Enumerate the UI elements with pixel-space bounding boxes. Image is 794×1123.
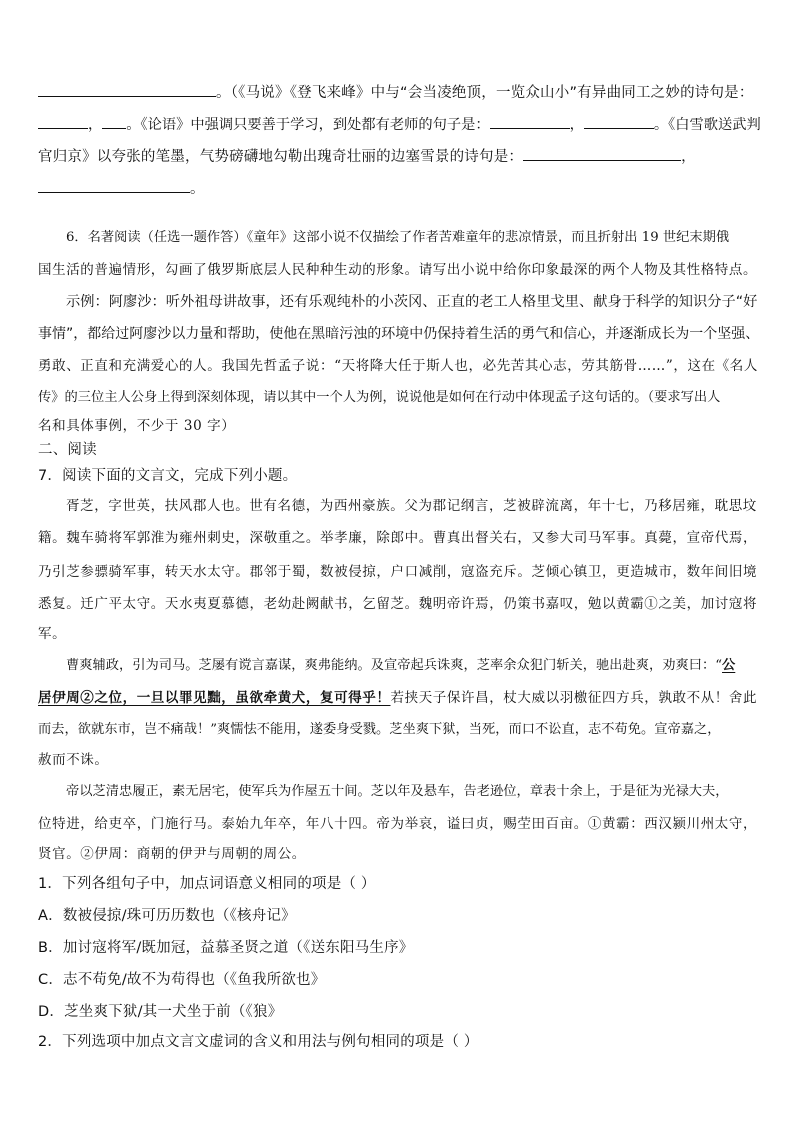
answer-blank[interactable] <box>102 114 126 129</box>
passage-p2-line-4: 赦而不诛。 <box>38 752 109 768</box>
question-2: 2．下列选项中加点文言文虚词的含义和用法与例句相同的项是（ ） <box>38 1034 479 1050</box>
passage-p1-line-4: 悉复。迁广平太守。天水夷夏慕德，老幼赴阙献书，乞留芝。魏明帝许焉，仍策书嘉叹，勉以黄霸①之美，加讨寇将 <box>38 596 758 612</box>
answer-blank[interactable] <box>490 114 570 129</box>
passage-p1-line-1: 胥芝，字世英，扶风郡人也。世有名德，为西州豪族。父为郡记纲言，芝被辟流离，年十七，乃移居雍，耽思坟 <box>66 498 757 514</box>
q6-example-line-2: 事情”，都给过阿廖沙以力量和帮助，使他在黑暗污浊的环境中仍保持着生活的勇气和信心，并逐渐成长为一个坚强、 <box>38 326 760 342</box>
passage-text: 曹爽辅政，引为司马。芝屡有谠言嘉谋，爽弗能纳。及宣帝起兵诛爽，芝率余众犯门斩关，驰出赴爽，劝爽曰：“ <box>66 658 723 673</box>
answer-blank[interactable] <box>523 146 681 161</box>
underlined-text: 居伊周②之位，一旦以罪见黜，虽欲牵黄犬，复可得乎！ <box>38 690 391 706</box>
poetry-fill-line-4 <box>38 178 762 199</box>
question-1: 1．下列各组句子中，加点词语意义相同的项是（ ） <box>38 876 376 892</box>
poetry-fill-text: 官归京》以夸张的笔墨，气势磅礴地勾勒出瑰奇壮丽的边塞雪景的诗句是： <box>38 149 524 165</box>
passage-p2-line-3: 而去，欲就东市，岂不痛哉！”爽懦怯不能用，遂委身受戮。芝坐爽下狱，当死，而口不讼直，志不苟免。宣帝嘉之， <box>38 722 721 737</box>
passage-p1-line-2: 籍。魏车骑将军郭淮为雍州刺史，深敬重之。举孝廉，除郎中。曹真出督关右，又参大司马军事。真薨，宣帝代焉， <box>38 530 758 546</box>
passage-text: 若挟天子保许昌，杖大威以羽檄征四方兵，孰敢不从！舍此 <box>390 690 758 706</box>
poetry-fill-text: ， <box>88 117 103 133</box>
q6-text-line-4: 传》的三位主人公身上得到深刻体现，请以其中一个人为例，说说他是如何在行动中体现孟子这句话的。（要求写出人 <box>38 390 721 405</box>
answer-blank[interactable] <box>584 114 654 129</box>
option-b[interactable]: B．加讨寇将军/既加冠，益慕圣贤之道（《送东阳马生序》 <box>38 940 414 956</box>
q6-text-line-3: 勇敢、正直和充满爱心的人。我国先哲孟子说：“天将降大任于斯人也，必先苦其心志，劳其筋骨……”，这在《名人 <box>38 358 759 374</box>
answer-blank[interactable] <box>38 178 190 193</box>
answer-blank[interactable] <box>38 82 216 97</box>
q6-text-line-5: 名和具体事例，不少于 30 字） <box>38 418 236 434</box>
option-d[interactable]: D．芝坐爽下狱/其一犬坐于前（《狼》 <box>38 1004 283 1020</box>
poetry-fill-text: 。《白雪歌送武判 <box>653 117 761 133</box>
q6-text-line-1: 6．名著阅读（任选一题作答）《童年》这部小说不仅描绘了作者苦难童年的悲凉情景，而且折射出 19 世纪末期俄 <box>66 230 730 245</box>
passage-p2-line-2 <box>38 688 762 708</box>
passage-p1-line-5: 军。 <box>38 626 67 642</box>
poetry-fill-text: ， <box>681 149 696 165</box>
answer-blank[interactable] <box>38 114 88 129</box>
poetry-fill-text: 。《论语》中强调只要善于学习，到处都有老师的句子是： <box>126 117 490 133</box>
option-a[interactable]: A．数被侵掠/珠可历历数也（《核舟记》 <box>38 908 296 924</box>
option-c[interactable]: C．志不苟免/故不为苟得也（《鱼我所欲也》 <box>38 972 326 988</box>
q6-text-line-2: 国生活的普遍情形，勾画了俄罗斯底层人民种种生动的形象。请写出小说中给你印象最深的两个人物及其性格特点。 <box>38 262 758 278</box>
passage-p1-line-3: 乃引芝参骠骑军事，转天水太守。郡邻于蜀，数被侵掠，户口减削，寇盗充斥。芝倾心镇卫，更造城市，数年间旧境 <box>38 564 758 580</box>
q7-title: 7．阅读下面的文言文，完成下列小题。 <box>38 468 298 484</box>
passage-p3-line-2: 位特进，给吏卒，门施行马。泰始九年卒，年八十四。帝为举哀，谥曰贞，赐茔田百亩。①黄霸：西汉颍川州太守， <box>38 816 758 832</box>
poetry-fill-text: ， <box>569 117 584 133</box>
passage-p3-line-3: 贤官。②伊周：商朝的伊尹与周朝的周公。 <box>38 846 306 862</box>
section-heading: 二、阅读 <box>38 442 97 458</box>
poetry-fill-line-2 <box>38 114 762 135</box>
passage-p2-line-1 <box>66 656 762 676</box>
q6-example-line-1: 示例：阿廖沙：听外祖母讲故事，还有乐观纯朴的小茨冈、正直的老工人格里戈里、献身于科学的知识分子“好 <box>66 294 758 310</box>
passage-p3-line-1: 帝以芝清忠履正，素无居宅，使军兵为作屋五十间。芝以年及悬车，告老逊位，章表十余上，于是征为光禄大夫， <box>66 784 729 799</box>
poetry-fill-text: 。 <box>190 181 205 197</box>
poetry-fill-line-1 <box>38 82 762 103</box>
poetry-fill-line-3 <box>38 146 762 167</box>
poetry-fill-text: 。（《马说》《登飞来峰》中与“会当凌绝顶，一览众山小”有异曲同工之妙的诗句是： <box>216 85 754 101</box>
underlined-text: 公 <box>722 658 736 673</box>
